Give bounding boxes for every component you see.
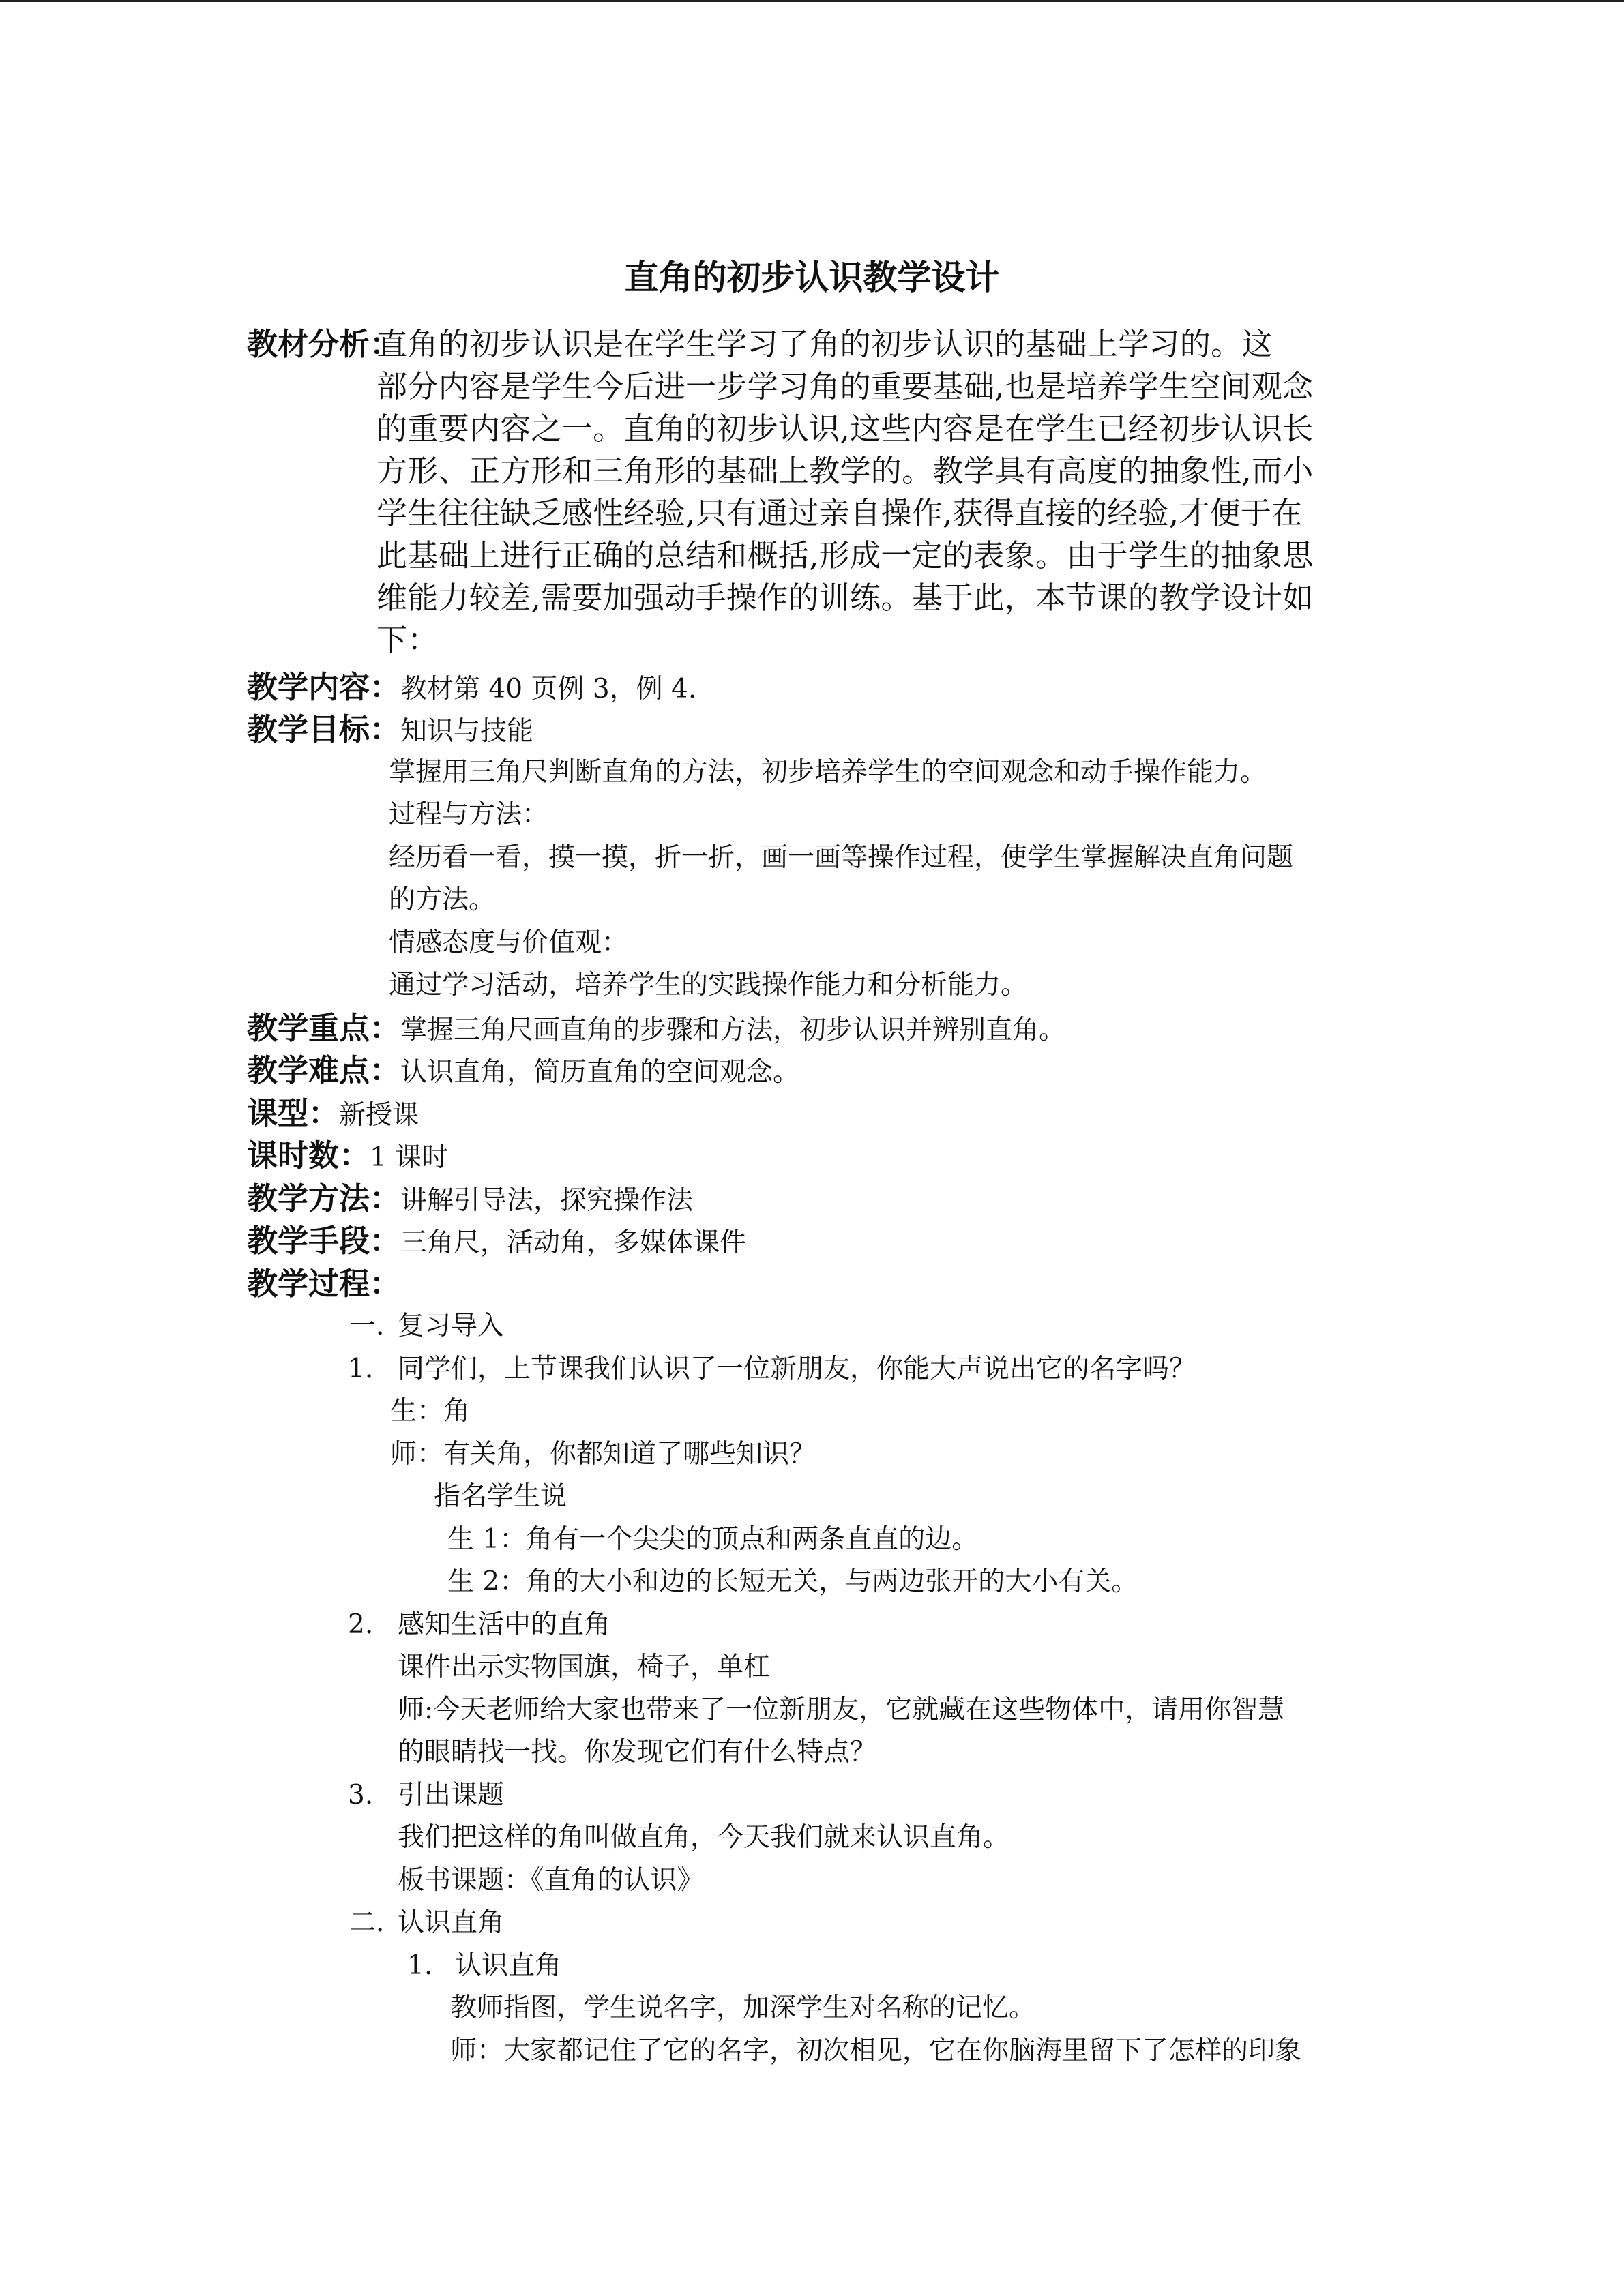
goals-text-process: 经历看一看，摸一摸，折一折，画一画等操作过程，使学生掌握解决直角问题 (389, 842, 1294, 873)
key-point-row: 教学重点：掌握三角尺画直角的步骤和方法，初步认识并辨别直角。 (247, 1010, 1066, 1046)
analysis-line: 直角的初步认识是在学生学习了角的初步认识的基础上学习的。这 (377, 326, 1273, 362)
analysis-label: 教材分析： (247, 326, 401, 362)
analysis-line: 方形、正方形和三角形的基础上教学的。教学具有高度的抽象性,而小 (377, 453, 1314, 489)
part2-step1-number: 1. (407, 1950, 433, 1981)
methods-row: 教学方法：讲解引导法，探究操作法 (247, 1180, 694, 1217)
part1-title: 复习导入 (398, 1311, 505, 1341)
part1-step1-prompt: 指名学生说 (434, 1481, 567, 1512)
part1-step1-number: 1. (348, 1354, 374, 1384)
goals-row: 教学目标：知识与技能 (247, 711, 534, 747)
part1-step1-text: 同学们，上节课我们认识了一位新朋友，你能大声说出它的名字吗？ (398, 1354, 1196, 1384)
part1-step2-line-c: 的眼睛找一找。你发现它们有什么特点？ (398, 1737, 877, 1768)
means-row: 教学手段：三角尺，活动角，多媒体课件 (247, 1223, 747, 1259)
goals-heading-knowledge: 知识与技能 (400, 716, 534, 747)
means-text: 三角尺，活动角，多媒体课件 (400, 1227, 747, 1258)
content-text: 教材第 40 页例 3，例 4. (400, 674, 697, 704)
goals-text-emotion: 通过学习活动，培养学生的实践操作能力和分析能力。 (389, 970, 1028, 1000)
analysis-line: 学生往往缺乏感性经验,只有通过亲自操作,获得直接的经验,才便于在 (377, 495, 1303, 531)
difficulty-row: 教学难点：认识直角，简历直角的空间观念。 (247, 1052, 800, 1088)
part1-step2-text: 感知生活中的直角 (398, 1609, 611, 1640)
analysis-line: 的重要内容之一。直角的初步认识,这些内容是在学生已经初步认识长 (377, 411, 1314, 447)
part1-step2-number: 2. (348, 1609, 374, 1640)
part1-step3-text: 引出课题 (398, 1780, 505, 1810)
part1-step3-line-b: 板书课题：《直角的认识》 (398, 1865, 704, 1896)
goals-heading-process: 过程与方法： (389, 799, 549, 830)
part1-step1-answer1: 生 1：角有一个尖尖的顶点和两条直直的边。 (447, 1524, 979, 1555)
process-row: 教学过程： (247, 1266, 401, 1302)
analysis-line: 部分内容是学生今后进一步学习角的重要基础,也是培养学生空间观念 (377, 368, 1314, 404)
part1-step1-answer2: 生 2：角的大小和边的长短无关，与两边张开的大小有关。 (447, 1566, 1138, 1597)
lesson-type-text: 新授课 (339, 1100, 419, 1131)
goals-text-process-cont: 的方法。 (389, 884, 496, 915)
part1-step3-line-a: 我们把这样的角叫做直角，今天我们就来认识直角。 (398, 1822, 1010, 1853)
goals-heading-emotion: 情感态度与价值观： (389, 927, 629, 958)
part2-step1-text: 认识直角 (455, 1950, 562, 1981)
goals-text-knowledge: 掌握用三角尺判断直角的方法，初步培养学生的空间观念和动手操作能力。 (389, 757, 1267, 788)
part1-number: 一. (349, 1311, 385, 1341)
part1-step1-teacher: 师：有关角，你都知道了哪些知识？ (390, 1439, 816, 1470)
part2-step1-line-a: 教师指图，学生说名字，加深学生对名称的记忆。 (450, 1993, 1036, 2023)
content-row: 教学内容：教材第 40 页例 3，例 4. (247, 669, 697, 705)
analysis-line: 维能力较差,需要加强动手操作的训练。基于此，本节课的教学设计如 (377, 580, 1314, 616)
part1-step2-line-b: 师:今天老师给大家也带来了一位新朋友，它就藏在这些物体中，请用你智慧 (398, 1695, 1285, 1725)
analysis-line: 下： (377, 622, 439, 658)
hours-text: 1 课时 (370, 1142, 449, 1173)
part2-step1-line-b: 师：大家都记住了它的名字，初次相见，它在你脑海里留下了怎样的印象 (450, 2036, 1302, 2066)
methods-text: 讲解引导法，探究操作法 (400, 1185, 694, 1216)
hours-row: 课时数：1 课时 (247, 1137, 449, 1174)
part2-title: 认识直角 (398, 1907, 505, 1938)
key-point-text: 掌握三角尺画直角的步骤和方法，初步认识并辨别直角。 (400, 1015, 1066, 1045)
analysis-paragraph (377, 323, 1386, 661)
difficulty-text: 认识直角，简历直角的空间观念。 (400, 1057, 800, 1088)
part1-step3-number: 3. (348, 1780, 374, 1810)
lesson-type-row: 课型：新授课 (247, 1095, 419, 1131)
part2-number: 二. (349, 1907, 385, 1938)
part1-step1-student: 生：角 (390, 1396, 471, 1427)
analysis-line: 此基础上进行正确的总结和概括,形成一定的表象。由于学生的抽象思 (377, 537, 1314, 573)
document-title: 直角的初步认识教学设计 (624, 258, 1000, 297)
part1-step2-line-a: 课件出示实物国旗，椅子，单杠 (398, 1652, 771, 1682)
